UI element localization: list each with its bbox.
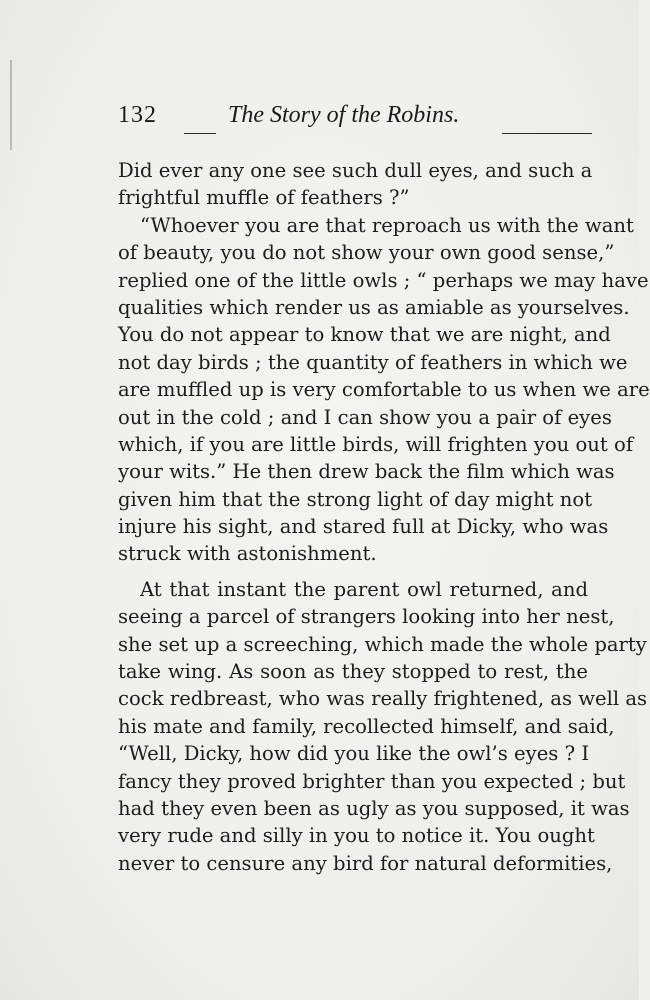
page-header (118, 100, 588, 144)
text-line: she set up a screeching, which made the whole party (118, 632, 647, 656)
text-line: never to censure any bird for natural deformities, (118, 851, 613, 875)
header-rule-left (184, 133, 216, 134)
text-line: of beauty, you do not show your own good sense,” (118, 241, 615, 265)
text-line: your wits.” He then drew back the film which was (118, 460, 615, 484)
text-line: At that instant the parent owl returned, and (140, 577, 588, 601)
text-line: his mate and family, recollected himself, and said, (118, 714, 615, 738)
paragraph (118, 157, 593, 212)
text-line: cock redbreast, who was really frightened, as well as (118, 687, 648, 711)
text-line: very rude and silly in you to notice it. You ought (118, 824, 595, 848)
paragraph (118, 576, 648, 877)
text-line: take wing. As soon as they stopped to rest, the (118, 660, 588, 684)
paragraph (118, 212, 650, 568)
text-line: out in the cold ; and I can show you a pair of eyes (118, 405, 612, 429)
text-line: Did ever any one see such dull eyes, and such a (118, 159, 593, 182)
text-line: replied one of the little owls ; “ perhaps we may have (118, 268, 649, 292)
running-title: The Story of the Robins. (228, 102, 460, 128)
text-line: seeing a parcel of strangers looking into her nest, (118, 605, 615, 629)
text-line: are muffled up is very comfortable to us when we are (118, 378, 650, 402)
body-text (118, 157, 650, 877)
margin-mark (10, 60, 12, 150)
text-line: frightful muffle of feathers ?” (118, 186, 410, 210)
text-line: fancy they proved brighter than you expected ; but (118, 769, 626, 793)
text-line: not day birds ; the quantity of feathers in which we (118, 350, 628, 374)
text-line: “Whoever you are that reproach us with the want (140, 213, 634, 237)
header-rule-right (502, 133, 592, 134)
text-line: which, if you are little birds, will frighten you out of (118, 432, 634, 456)
text-line: “Well, Dicky, how did you like the owl’s eyes ? I (118, 742, 590, 766)
text-line: qualities which render us as amiable as yourselves. (118, 295, 630, 319)
page-number: 132 (118, 102, 157, 128)
text-line: struck with astonishment. (118, 542, 377, 566)
text-line: had they even been as ugly as you supposed, it was (118, 796, 630, 820)
text-line: given him that the strong light of day might not (118, 487, 593, 511)
text-line: You do not appear to know that we are night, and (118, 323, 611, 347)
paragraph-gap (118, 568, 588, 576)
text-line: injure his sight, and stared full at Dicky, who was (118, 515, 609, 539)
